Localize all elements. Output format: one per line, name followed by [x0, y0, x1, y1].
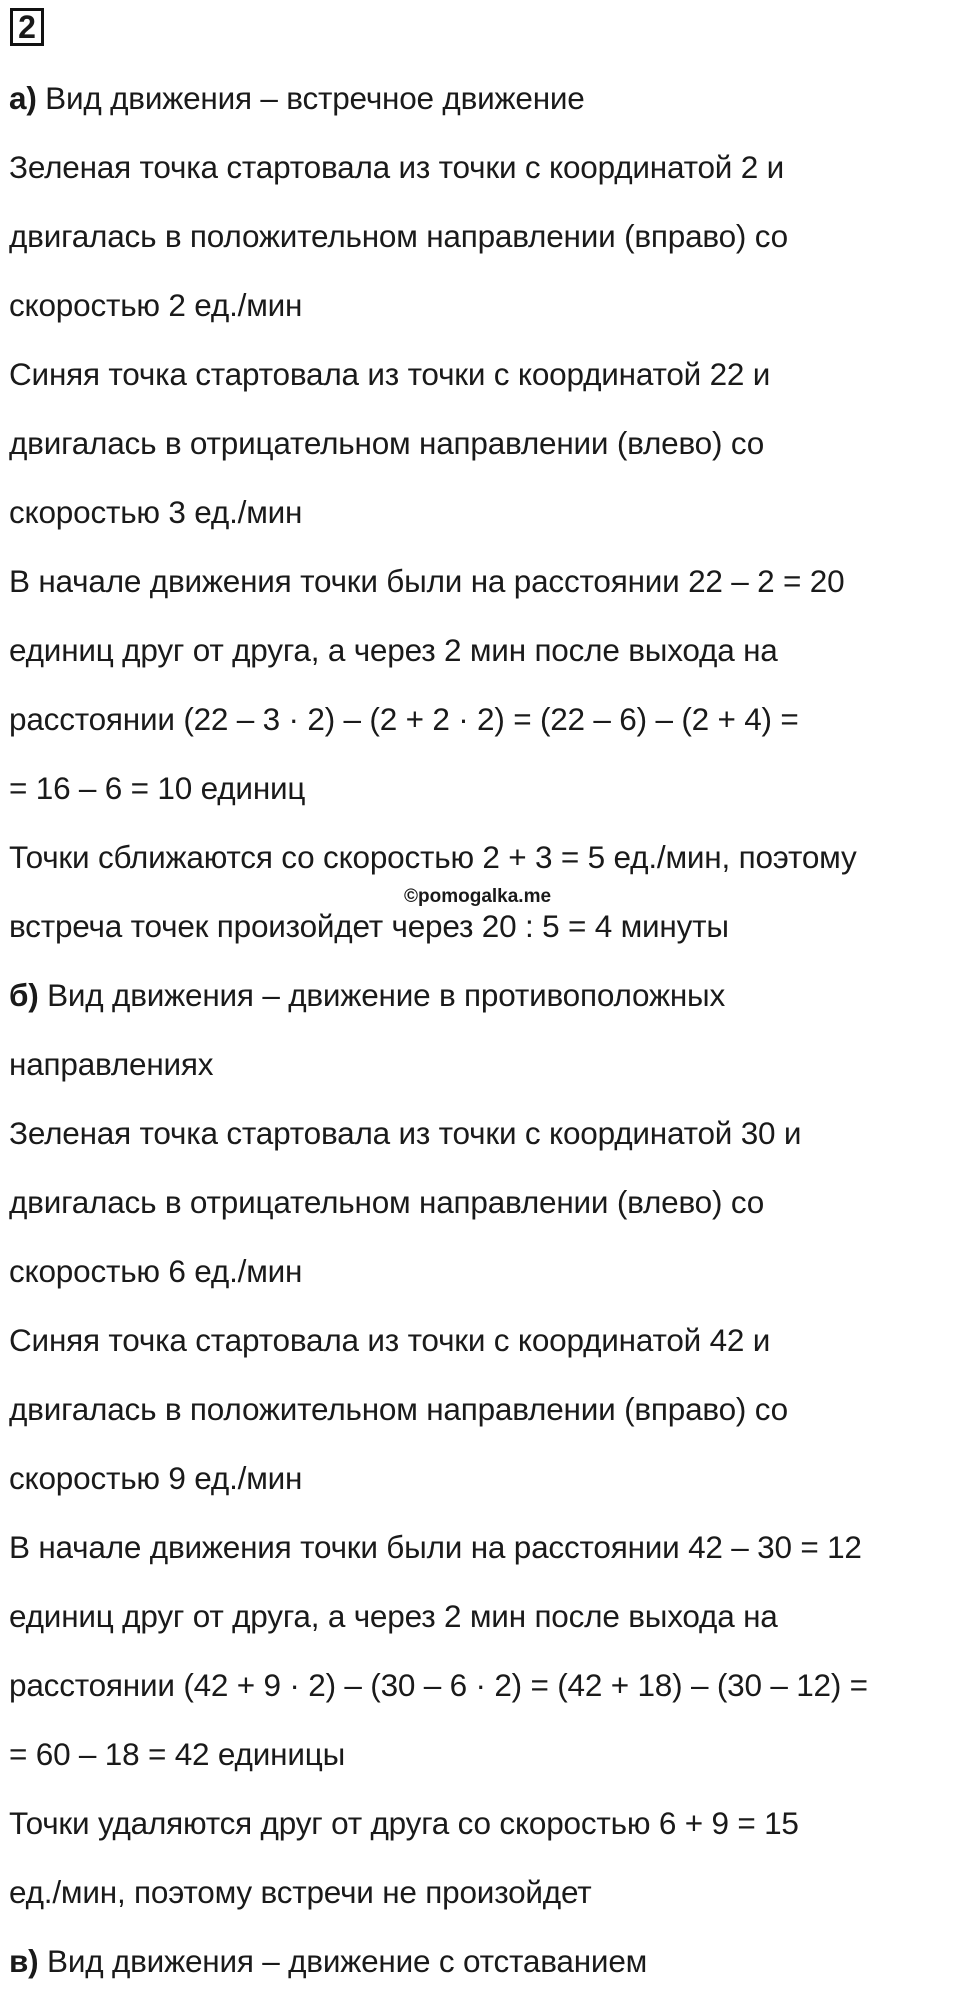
part-a-line: скоростью 2 ед./мин	[9, 287, 303, 323]
part-a-line: Точки сближаются со скоростью 2 + 3 = 5 ед./мин, поэтому	[9, 839, 857, 875]
part-a-heading-text: Вид движения – встречное движение	[36, 80, 585, 116]
part-a-line: единиц друг от друга, а через 2 мин после выхода на	[9, 632, 778, 668]
part-a-line: скоростью 3 ед./мин	[9, 494, 303, 530]
task-number-box: 2	[10, 8, 44, 46]
part-b-line: = 60 – 18 = 42 единицы	[9, 1736, 346, 1772]
part-a-line: В начале движения точки были на расстоянии 22 – 2 = 20	[9, 563, 845, 599]
part-b-line: направлениях	[9, 1046, 214, 1082]
part-b-line: Зеленая точка стартовала из точки с координатой 30 и	[9, 1115, 802, 1151]
part-b-marker: б)	[9, 977, 39, 1013]
part-a-line: Синяя точка стартовала из точки с координатой 22 и	[9, 356, 771, 392]
part-b-line: двигалась в отрицательном направлении (влево) со	[9, 1184, 765, 1220]
part-a-line: двигалась в отрицательном направлении (влево) со	[9, 425, 765, 461]
part-b-line: расстоянии (42 + 9 · 2) – (30 – 6 · 2) = (42 + 18) – (30 – 12) =	[9, 1667, 868, 1703]
part-a-line: Зеленая точка стартовала из точки с координатой 2 и	[9, 149, 784, 185]
part-a-line: = 16 – 6 = 10 единиц	[9, 770, 306, 806]
part-a-line: двигалась в положительном направлении (вправо) со	[9, 218, 788, 254]
part-c-heading-text: Вид движения – движение с отставанием	[38, 1943, 648, 1979]
part-b-line: скоростью 9 ед./мин	[9, 1460, 303, 1496]
watermark: ©pomogalka.me	[404, 886, 552, 907]
part-b-line: В начале движения точки были на расстоянии 42 – 30 = 12	[9, 1529, 862, 1565]
part-b-line: двигалась в положительном направлении (вправо) со	[9, 1391, 788, 1427]
part-b-line: единиц друг от друга, а через 2 мин после выхода на	[9, 1598, 778, 1634]
part-b-line: ед./мин, поэтому встречи не произойдет	[9, 1874, 592, 1910]
part-b-line: скоростью 6 ед./мин	[9, 1253, 303, 1289]
part-a-heading	[9, 70, 954, 139]
part-c-heading	[9, 1933, 954, 2002]
part-c-marker: в)	[9, 1943, 39, 1979]
part-b-heading-text: Вид движения – движение в противоположных	[38, 977, 726, 1013]
part-b-heading	[9, 967, 954, 1036]
part-a-marker: а)	[9, 80, 37, 116]
solution-text	[9, 70, 954, 2002]
part-a-line: встреча точек произойдет через 20 : 5 = 4 минуты	[9, 908, 729, 944]
part-b-line: Точки удаляются друг от друга со скоростью 6 + 9 = 15	[9, 1805, 799, 1841]
part-a-line: расстоянии (22 – 3 · 2) – (2 + 2 · 2) = (22 – 6) – (2 + 4) =	[9, 701, 799, 737]
part-b-line: Синяя точка стартовала из точки с координатой 42 и	[9, 1322, 771, 1358]
